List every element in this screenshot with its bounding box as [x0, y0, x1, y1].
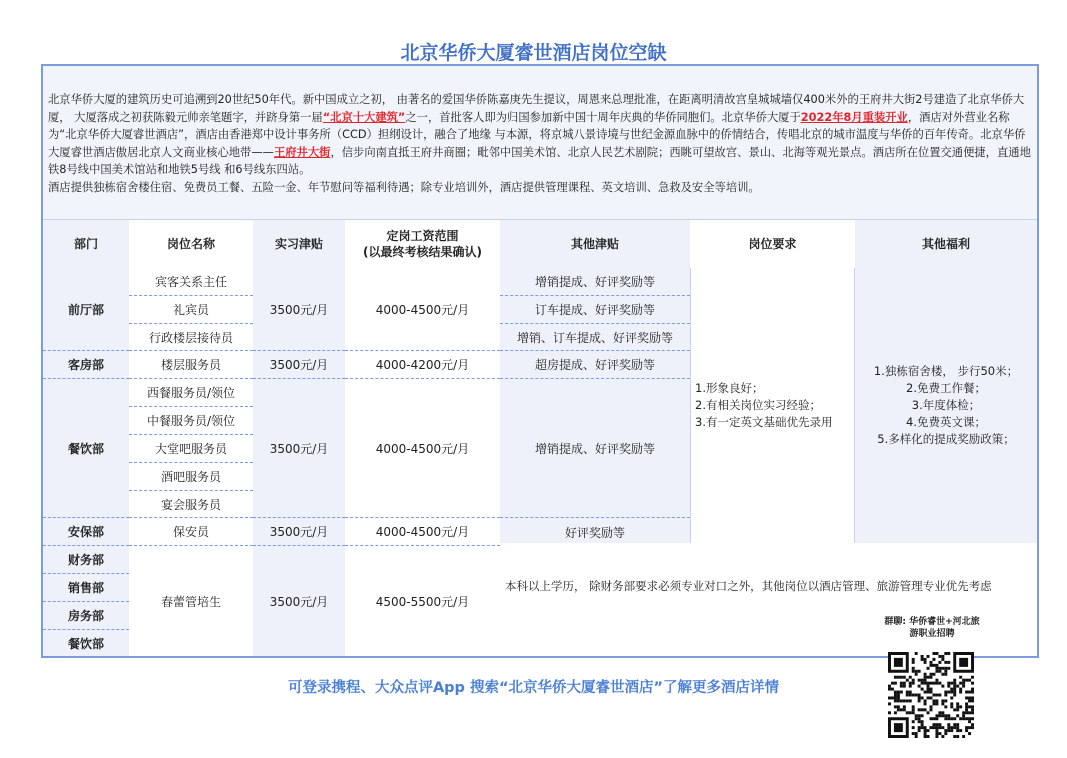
- position-exec-floor: 行政楼层接待员: [129, 324, 253, 351]
- dept-food-beverage: 餐饮部: [43, 379, 129, 518]
- header-dept: 部门: [43, 220, 129, 268]
- position-bellman: 礼宾员: [129, 296, 253, 324]
- requirement-2: 2.有相关岗位实习经验；: [695, 398, 821, 412]
- intern-trainee: 3500元/月: [269, 594, 329, 609]
- requirements-list: [690, 268, 855, 543]
- qr-caption-line2: 游职业招聘: [909, 629, 955, 639]
- salary-fnb: 4000-4500元/月: [345, 379, 500, 518]
- intro-p5: 酒店提供独栋宿舍楼住宿、免费员工餐、五险一金、年节慰问等福利待遇；除专业培训外，酒店提供管理课程、英文培训、急救及安全等培训。: [48, 180, 760, 194]
- intro-highlight-wangfujing: 王府井大街: [273, 145, 331, 159]
- salary-trainee: 4500-5500元/月: [375, 594, 470, 609]
- position-banquet: 宴会服务员: [129, 491, 253, 518]
- header-position: 岗位名称: [129, 220, 253, 268]
- benefit-3: 3.年度体检；: [911, 398, 981, 412]
- intro-p1: 北京华侨大厦的建筑历史可追溯到20世纪50年代。新中国成立之初， 由著名的爱国华侨陈嘉庚先生提议，周恩来总理批准，在距离明清故宫皇城城墙仅400米外的王府井大街2号建造了北京华侨大厦， 大厦落成之初获陈毅元帅亲笔题字，并跻身第一届: [48, 93, 1025, 124]
- dept-security: 安保部: [43, 518, 129, 546]
- intro-p2: 之一，首批客人即为归国参加新中国十周年庆典的华侨同胞们。北京华侨大厦于: [405, 110, 801, 124]
- salary-front: 4000-4500元/月: [345, 268, 500, 351]
- position-trainee: 春蕾管培生: [160, 594, 221, 609]
- footer-note: 可登录携程、大众点评App 搜索“北京华侨大厦睿世酒店”了解更多酒店详情: [287, 680, 780, 696]
- header-intern: 实习津贴: [253, 220, 345, 268]
- allowance-bellman: 订车提成、好评奖励等: [500, 296, 690, 324]
- position-western-restaurant: 西餐服务员/领位: [129, 379, 253, 407]
- qr-code-icon: [888, 652, 974, 738]
- dept-front-office: 前厅部: [43, 268, 129, 351]
- benefit-4: 4.免费英文课；: [906, 415, 986, 429]
- header-salary: [345, 220, 500, 268]
- position-guest-relations: 宾客关系主任: [129, 268, 253, 296]
- intro-text: [43, 66, 1037, 220]
- trainee-requirement: 本科以上学历， 除财务部要求必须专业对口之外，其他岗位以酒店管理、旅游管理专业优先考虑: [505, 579, 992, 593]
- dept-sales: 销售部: [43, 574, 129, 602]
- header-salary-line2: (以最终考核结果确认): [363, 245, 482, 259]
- allowance-fnb: 增销提成、好评奖励等: [500, 379, 690, 518]
- intern-security: 3500元/月: [253, 518, 345, 546]
- benefits-list: [855, 268, 1037, 543]
- header-allowance: 其他津贴: [500, 220, 690, 268]
- dept-rooms-division: 房务部: [43, 602, 129, 630]
- header-requirements: 岗位要求: [690, 220, 855, 268]
- intro-highlight-reopen: 2022年8月重装开业: [800, 110, 908, 124]
- position-security-guard: 保安员: [129, 518, 253, 546]
- salary-housekeeping: 4000-4200元/月: [345, 351, 500, 379]
- allowance-guest-relations: 增销提成、好评奖励等: [500, 268, 690, 296]
- benefit-2: 2.免费工作餐；: [906, 381, 986, 395]
- position-lobby-bar: 大堂吧服务员: [129, 435, 253, 463]
- allowance-exec-floor: 增销、订车提成、好评奖励等: [500, 324, 690, 351]
- allowance-housekeeping: 超房提成、好评奖励等: [500, 351, 690, 379]
- intro-highlight-ten-buildings: “北京十大建筑”: [322, 110, 406, 124]
- requirement-3: 3.有一定英文基础优先录用: [695, 415, 833, 429]
- dept-food-beverage-2: 餐饮部: [67, 636, 104, 651]
- dept-finance: 财务部: [43, 546, 129, 574]
- benefit-5: 5.多样化的提成奖励政策；: [877, 432, 1015, 446]
- dept-housekeeping: 客房部: [43, 351, 129, 379]
- page-title: 北京华侨大厦睿世酒店岗位空缺: [400, 42, 667, 64]
- qr-caption-line1: 群聊: 华侨睿世+河北旅: [884, 617, 980, 627]
- benefit-1: 1.独栋宿舍楼， 步行50米；: [873, 364, 1019, 378]
- requirement-1: 1.形象良好；: [695, 381, 764, 395]
- intern-front: 3500元/月: [253, 268, 345, 351]
- position-chinese-restaurant: 中餐服务员/领位: [129, 407, 253, 435]
- intern-fnb: 3500元/月: [253, 379, 345, 518]
- position-bar: 酒吧服务员: [129, 463, 253, 491]
- header-benefits: 其他福利: [855, 220, 1037, 268]
- position-floor-attendant: 楼层服务员: [129, 351, 253, 379]
- salary-security: 4000-4500元/月: [345, 518, 500, 546]
- vacancy-panel: [41, 64, 1039, 658]
- intro-p3: ，酒店对外营业名称为“北京华侨大厦睿世酒店”，酒店由香港郑中设计事务所（CCD）担纲设计，融合了地缘 与本源，将京城八景诗境与世纪金源血脉中的侨情结合，传唱北京的城市温度与华侨的百年传奇。北京华侨大厦睿世酒店傲居北京人文商业核心地带——: [48, 110, 1026, 159]
- qr-caption: [880, 616, 984, 640]
- intern-housekeeping: 3500元/月: [253, 351, 345, 379]
- intro-p4: ，信步向南直抵王府井商圈；毗邻中国美术馆、北京人民艺术剧院；西眺可望故宫、景山、北海等观光景点。酒店所在位置交通便捷，直通地铁8号线中国美术馆站和地铁5号线 和6号线东四站。: [48, 145, 1031, 176]
- header-salary-line1: 定岗工资范围: [386, 229, 459, 243]
- allowance-security: 好评奖励等: [564, 525, 625, 540]
